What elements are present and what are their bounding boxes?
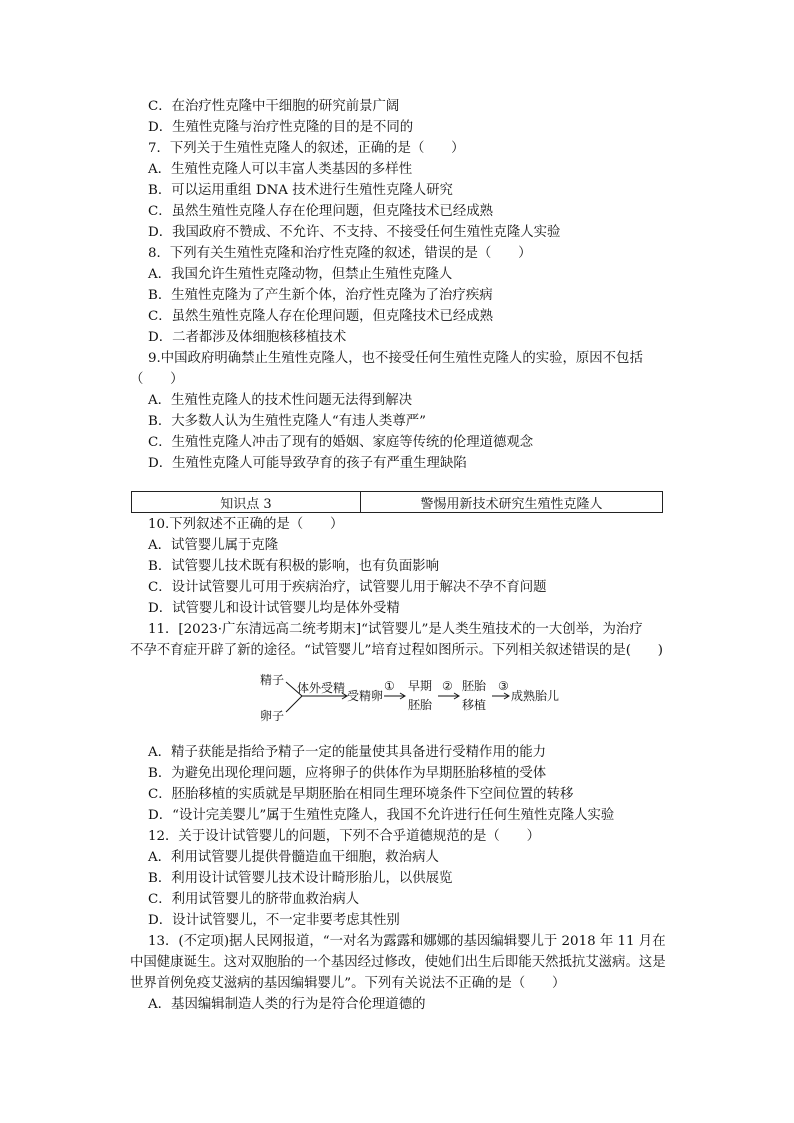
option-10b: B．试管婴儿技术既有积极的影响，也有负面影响: [148, 559, 440, 574]
option-11c: C．胚胎移植的实质就是早期胚胎在相同生理环境条件下空间位置的转移: [148, 787, 574, 802]
diagram-sperm: 精子: [260, 673, 285, 687]
option-6d: D．生殖性克隆与治疗性克隆的目的是不同的: [148, 120, 414, 135]
diagram-step1: ①: [384, 679, 395, 693]
egg-line: [286, 696, 302, 712]
option-7a: A．生殖性克隆人可以丰富人类基因的多样性: [148, 162, 413, 177]
option-10d: D．试管婴儿和设计试管婴儿均是体外受精: [148, 601, 400, 616]
ivf-process-diagram: [258, 672, 568, 724]
question-11-cont: 不孕不育症开辟了新的途径。“试管婴儿”培育过程如图所示。下列相关叙述错误的是( ): [130, 643, 663, 658]
question-13-cont1: 中国健康诞生。这对双胞胎的一个基因经过修改，使她们出生后即能天然抵抗艾滋病。这是: [130, 955, 666, 970]
diagram-zygote: 受精卵: [347, 689, 384, 703]
diagram-embryo: 胚胎: [408, 698, 433, 712]
question-7: 7．下列关于生殖性克隆人的叙述，正确的是（ ）: [148, 141, 465, 156]
option-11b: B．为避免出现伦理问题，应将卵子的供体作为早期胚胎移植的受体: [148, 766, 547, 781]
option-9c: C．生殖性克隆人冲击了现有的婚姻、家庭等传统的伦理道德观念: [148, 435, 534, 450]
question-13-cont2: 世界首例免疫艾滋病的基因编辑婴儿”。下列有关说法不正确的是（ ）: [130, 976, 566, 991]
option-12a: A．利用试管婴儿提供骨髓造血干细胞，救治病人: [148, 850, 439, 865]
diagram-early: 早期: [408, 679, 433, 693]
question-9-paren: （ ）: [130, 372, 184, 387]
question-8: 8．下列有关生殖性克隆和治疗性克隆的叙述，错误的是（ ）: [148, 246, 532, 261]
option-11a: A．精子获能是指给予精子一定的能量使其具备进行受精作用的能力: [148, 745, 546, 760]
option-8a: A．我国允许生殖性克隆动物，但禁止生殖性克隆人: [148, 267, 453, 282]
option-7b: B．可以运用重组 DNA 技术进行生殖性克隆人研究: [148, 183, 453, 198]
diagram-transfer: 移植: [462, 698, 487, 712]
knowledge-point-label: 知识点 3: [132, 492, 361, 513]
question-13: 13．(不定项)据人民网报道，“一对名为露露和娜娜的基因编辑婴儿于 2018 年 11 月在: [148, 934, 666, 949]
diagram-emb1: 胚胎: [462, 679, 487, 693]
option-10a: A．试管婴儿属于克隆: [148, 538, 279, 553]
question-12: 12．关于设计试管婴儿的问题，下列不合乎道德规范的是（ ）: [148, 829, 540, 844]
option-7d: D．我国政府不赞成、不允许、不支持、不接受任何生殖性克隆人实验: [148, 225, 561, 240]
diagram-egg: 卵子: [260, 709, 285, 723]
option-9d: D．生殖性克隆人可能导致孕育的孩子有严重生理缺陷: [148, 456, 467, 471]
option-11d: D．“设计完美婴儿”属于生殖性克隆人，我国不允许进行任何生殖性克隆人实验: [148, 808, 615, 823]
knowledge-point-table: [131, 491, 663, 513]
option-8d: D．二者都涉及体细胞核移植技术: [148, 330, 347, 345]
question-9: 9.中国政府明确禁止生殖性克隆人，也不接受任何生殖性克隆人的实验，原因不包括: [148, 351, 643, 366]
question-10: 10.下列叙述不正确的是（ ）: [148, 517, 344, 532]
option-7c: C．虽然生殖性克隆人存在伦理问题，但克隆技术已经成熟: [148, 204, 494, 219]
diagram-fetus: 成熟胎儿: [511, 689, 560, 703]
diagram-step2: ②: [442, 679, 453, 693]
option-9a: A．生殖性克隆人的技术性问题无法得到解决: [148, 393, 413, 408]
option-8b: B．生殖性克隆为了产生新个体，治疗性克隆为了治疗疾病: [148, 288, 493, 303]
option-10c: C．设计试管婴儿可用于疾病治疗，试管婴儿用于解决不孕不育问题: [148, 580, 547, 595]
option-6c: C．在治疗性克隆中干细胞的研究前景广阔: [148, 99, 400, 114]
option-13a: A．基因编辑制造人类的行为是符合伦理道德的: [148, 997, 426, 1012]
diagram-step3: ③: [498, 679, 509, 693]
diagram-ivf: 体外受精: [297, 681, 346, 695]
option-12b: B．利用设计试管婴儿技术设计畸形胎儿，以供展览: [148, 871, 453, 886]
option-9b: B．大多数人认为生殖性克隆人“有违人类尊严”: [148, 414, 426, 429]
question-11: 11．[2023·广东清远高二统考期末]“试管婴儿”是人类生殖技术的一大创举，为治疗: [148, 622, 643, 637]
option-12d: D．设计试管婴儿，不一定非要考虑其性别: [148, 913, 400, 928]
option-8c: C．虽然生殖性克隆人存在伦理问题，但克隆技术已经成熟: [148, 309, 494, 324]
knowledge-point-title: 警惕用新技术研究生殖性克隆人: [361, 492, 663, 513]
option-12c: C．利用试管婴儿的脐带血救治病人: [148, 892, 360, 907]
